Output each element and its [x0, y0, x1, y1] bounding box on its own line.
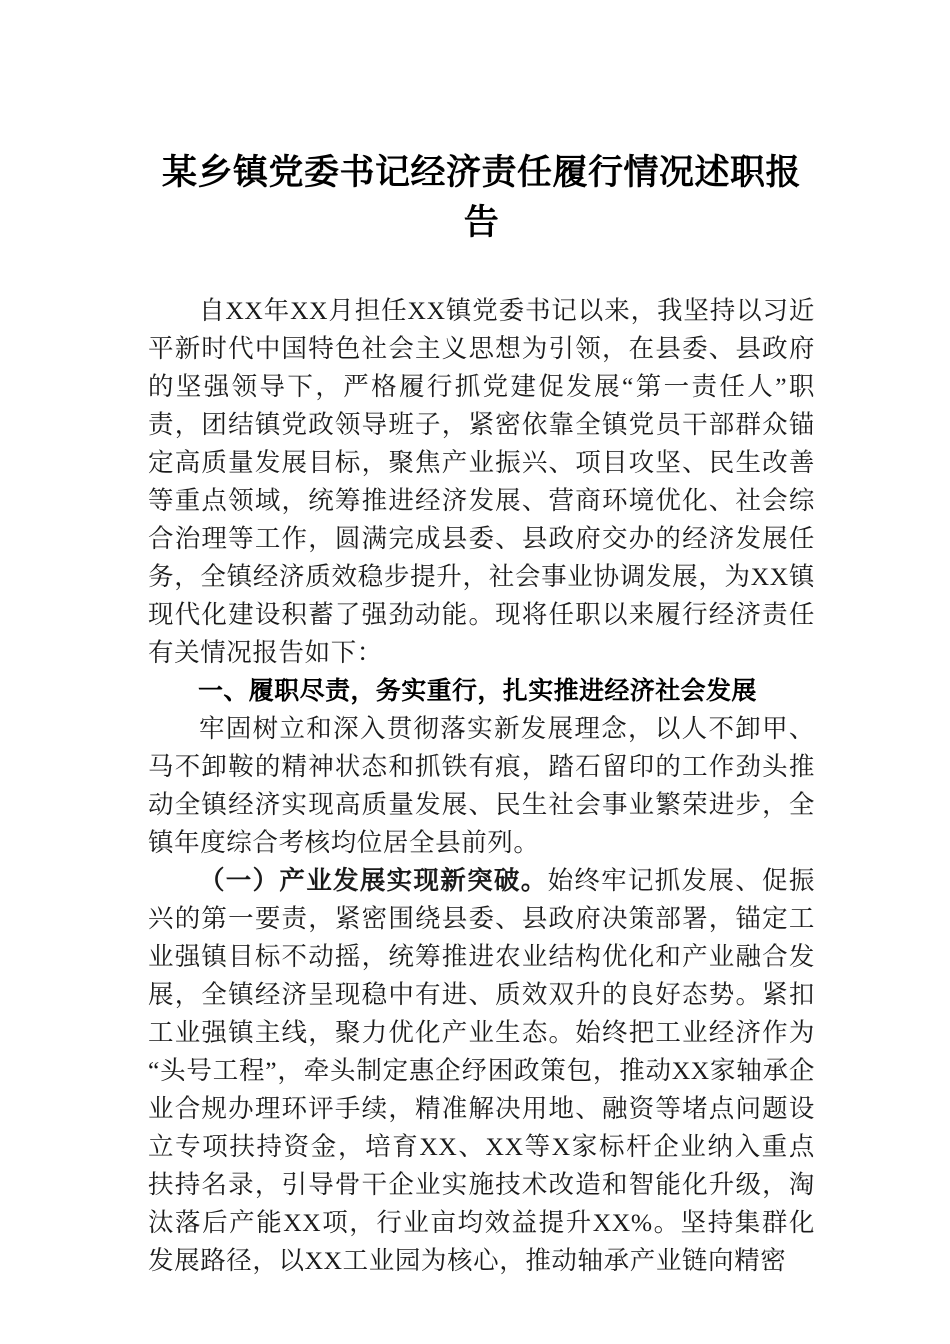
subsection-1-lead: （一）产业发展实现新突破。	[199, 866, 548, 895]
subsection-1-body: 始终牢记抓发展、促振兴的第一要责，紧密围绕县委、县政府决策部署，锚定工业强镇目标不动摇，统筹推进农业结构优化和产业融合发展，全镇经济呈现稳中有进、质效双升的良好态势。紧扣工业强镇主线，聚力优化产业生态。始终把工业经济作为“头号工程”，牵头制定惠企纾困政策包，推动XX家轴承企业合规办理环评手续，精准解决用地、融资等堵点问题设立专项扶持资金，培育XX、XX等X家标杆企业纳入重点扶持名录，引导骨干企业实施技术改造和智能化升级，淘汰落后产能XX项，行业亩均效益提升XX%。坚持集群化发展路径，以XX工业园为核心，推动轴承产业链向精密	[148, 866, 815, 1275]
section-1-intro-paragraph: 牢固树立和深入贯彻落实新发展理念，以人不卸甲、马不卸鞍的精神状态和抓铁有痕，踏石留印的工作劲头推动全镇经济实现高质量发展、民生社会事业繁荣进步，全镇年度综合考核均位居全县前列。	[148, 714, 815, 857]
section-heading-1: 一、履职尽责，务实重行，扎实推进经济社会发展	[198, 677, 757, 705]
document-body	[148, 292, 815, 1280]
opening-paragraph: 自XX年XX月担任XX镇党委书记以来，我坚持以习近平新时代中国特色社会主义思想为引领，在县委、县政府的坚强领导下，严格履行抓党建促发展“第一责任人”职责，团结镇党政领导班子，紧密依靠全镇党员干部群众锚定高质量发展目标，聚焦产业振兴、项目攻坚、民生改善等重点领域，统筹推进经济发展、营商环境优化、社会综合治理等工作，圆满完成县委、县政府交办的经济发展任务，全镇经济质效稳步提升，社会事业协调发展，为XX镇现代化建设积蓄了强劲动能。现将任职以来履行经济责任有关情况报告如下：	[148, 296, 815, 667]
page-content-column	[148, 0, 815, 1280]
page-title: 某乡镇党委书记经济责任履行情况述职报告	[161, 153, 801, 242]
subsection-1-paragraph	[148, 862, 815, 1280]
